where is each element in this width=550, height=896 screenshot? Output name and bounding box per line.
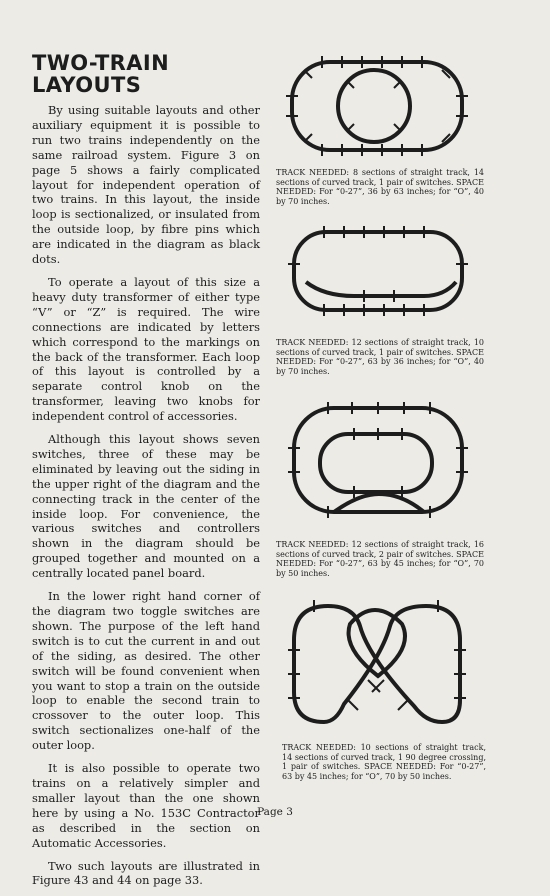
heading-line-1: TWO-TRAIN	[32, 51, 170, 75]
caption-1: TRACK NEEDED: 8 sections of straight track, 14 sections of curved track, 1 pair of switches. SPACE NEEDED: For “0-27”, 36 by 63 inches; for “O”, 40 by 70 inches.	[276, 168, 484, 206]
caption-2: TRACK NEEDED: 12 sections of straight track, 10 sections of curved track, 1 pair of switches. SPACE NEEDED: For “0-27”, 63 by 36 inches; for “O”, 40 by 70 inches.	[276, 338, 484, 376]
track-diagram-2	[284, 222, 472, 322]
heading-line-2: LAYOUTS	[32, 73, 142, 97]
figure-eight-track	[294, 606, 460, 722]
paragraph-4: In the lower right hand corner of the diagram two toggle switches are shown. The purpose of the left hand switch is to cut the current in and out of the siding, as desired. The other switch will be found convenient when you want to stop a train on the outside loop to enable the second train to crossover to the outer loop. This switch sectionalizes one-half of the outer loop.	[32, 589, 260, 753]
track-diagram-3	[284, 398, 472, 534]
outer-oval	[292, 62, 462, 150]
track-ties	[288, 226, 468, 316]
paragraph-6: Two such layouts are illustrated in Figure 43 and 44 on page 33.	[32, 858, 260, 888]
inner-loop	[320, 434, 432, 492]
caption-3: TRACK NEEDED: 12 sections of straight track, 16 sections of curved track, 2 pair of switches. SPACE NEEDED: For “0-27”, 63 by 45 inches; for “O”, 70 by 50 inches.	[276, 540, 484, 578]
outer-oval	[294, 232, 462, 310]
paragraph-3: Although this layout shows seven switches, three of these may be eliminated by leaving out the siding in the upper right of the diagram and the connecting track in the center of the inside loop. For convenience, the various switches and controllers shown in the diagram should be grouped together and mounted on a centrally located panel board.	[32, 432, 260, 581]
paragraph-2: To operate a layout of this size a heavy duty transformer of either type “V” or “Z” is required. The wire connections are indicated by letters which correspond to the markings on the back of the transformer. Each loop of this layout is controlled by a separate control knob on the transformer, leaving two knobs for independent control of accessories.	[32, 274, 260, 424]
passing-siding	[306, 282, 456, 296]
track-diagram-4	[284, 596, 468, 734]
paragraph-5: It is also possible to operate two trains on a relatively simpler and smaller layout than the one shown here by using a No. 153C Contractor as described in the section on Automatic Accessories.	[32, 761, 260, 850]
page-number: Page 3	[257, 806, 293, 818]
body-text	[32, 103, 260, 896]
caption-4: TRACK NEEDED: 10 sections of straight track, 14 sections of curved track, 1 90 degree crossing, 1 pair of switches. SPACE NEEDED: For “0-27”, 63 by 45 inches; for “O”, 70 by 50 inches.	[282, 743, 486, 781]
paragraph-1: By using suitable layouts and other auxiliary equipment it is possible to run two trains independently on the same railroad system. Figure 3 on page 5 shows a fairly complicated layout for independent operation of two trains. In this layout, the inside loop is sectionalized, or insulated from the outside loop, by fibre pins which are indicated in the diagram as black dots.	[32, 103, 260, 267]
inner-loop	[338, 70, 410, 142]
track-ties	[288, 402, 468, 518]
track-diagram-1	[282, 52, 472, 160]
page-heading	[32, 52, 262, 96]
crossover-track	[334, 494, 424, 512]
